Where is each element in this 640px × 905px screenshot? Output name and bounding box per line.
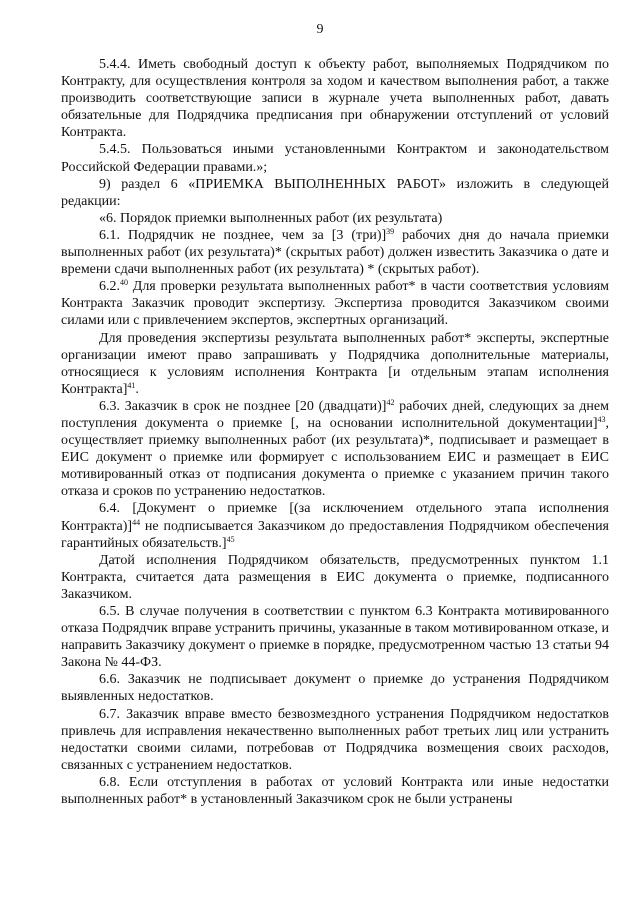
paragraph-text: 5.4.4. Иметь свободный доступ к объекту работ, выполняемых Подрядчиком по Контракту, для осуществления контроля за ходом и качеством выполнения работ, а также производить соответствующие записи в журнале учета выполненных работ, давать обязательные для Подрядчика предписания при обнаружении отступлений от условий Контракта.	[61, 57, 609, 141]
paragraph-text: не подписывается Заказчиком до предоставления Подрядчиком обеспечения гарантийных обязательств.]	[61, 518, 609, 551]
paragraph	[61, 278, 609, 329]
paragraph-text: Для проверки результата выполненных работ* в части соответствия условиям Контракта Заказчик проводит экспертизу. Экспертиза проводится Заказчиком своими силами или с привлечением экспертов, экспертных организаций.	[61, 279, 609, 329]
paragraph-text: 6.7. Заказчик вправе вместо безвозмездного устранения Подрядчиком недостатков привлечь для исправления некачественно выполненных работ третьих лиц или устранить недостатки своими силами, потребовав от Подрядчика возмещения своих расходов, связанных с устранением недостатков.	[61, 706, 609, 773]
paragraph-text: 6.3. Заказчик в срок не позднее [20 (двадцати)]	[99, 398, 387, 414]
document-body	[61, 56, 609, 808]
paragraph-text: 6.5. В случае получения в соответствии с пунктом 6.3 Контракта мотивированного отказа Подрядчик вправе устранить причины, указанные в таком мотивированном отказе, и направить Заказчику документ о приемке в порядке, предусмотренном частью 13 статьи 94 Закона № 44-ФЗ.	[61, 604, 609, 671]
footnote-ref[interactable]: 43	[597, 414, 606, 424]
paragraph	[61, 398, 609, 501]
paragraph	[61, 330, 609, 398]
paragraph-text: рабочих дней, следующих за днем поступления документа о приемке [, на основании исполнительной документации]	[61, 398, 609, 431]
paragraph-text: 6.2.	[99, 279, 120, 295]
paragraph	[61, 706, 609, 774]
paragraph-text: 6.6. Заказчик не подписывает документ о приемке до устранения Подрядчиком выявленных недостатков.	[61, 672, 609, 705]
paragraph-text: Датой исполнения Подрядчиком обязательств, предусмотренных пунктом 1.1 Контракта, считается дата размещения в ЕИС документа о приемке, подписанного Заказчиком.	[61, 552, 609, 602]
paragraph-text: 5.4.5. Пользоваться иными установленными Контрактом и законодательством Российской Федерации правами.»;	[61, 142, 609, 175]
paragraph	[61, 176, 609, 210]
paragraph	[61, 500, 609, 551]
footnote-ref[interactable]: 44	[132, 517, 141, 527]
paragraph	[61, 210, 609, 227]
paragraph	[61, 141, 609, 175]
paragraph	[61, 774, 609, 808]
paragraph-text: «6. Порядок приемки выполненных работ (их результата)	[99, 210, 443, 226]
paragraph-text: рабочих дня до начала приемки выполненных работ (их результата)* (скрытых работ) должен известить Заказчика о дате и времени сдачи выполненных работ (их результата) * (скрытых работ).	[61, 227, 609, 278]
paragraph	[61, 552, 609, 603]
paragraph-text: 6.8. Если отступления в работах от условий Контракта или иные недостатки выполненных работ* в установленный Заказчиком срок не были устранены	[61, 774, 609, 808]
paragraph-text: 6.4. [Документ о приемке [(за исключением отдельного этапа исполнения Контракта)]	[61, 501, 609, 534]
paragraph-text: 6.1. Подрядчик не позднее, чем за [3 (три)]	[99, 227, 387, 243]
paragraph-text: Для проведения экспертизы результата выполненных работ* эксперты, экспертные организации имеют право запрашивать у Подрядчика дополнительные материалы, относящиеся к условиям исполнения Контракта [и отдельным этапам исполнения Контракта]	[61, 330, 609, 397]
paragraph	[61, 603, 609, 671]
paragraph	[61, 227, 609, 278]
footnote-ref[interactable]: 40	[120, 278, 128, 288]
page-number: 9	[316, 22, 324, 37]
footnote-ref[interactable]: 45	[226, 534, 235, 544]
footnote-ref[interactable]: 42	[386, 397, 395, 407]
paragraph-text: .	[135, 381, 139, 397]
paragraph-text: 9) раздел 6 «ПРИЕМКА ВЫПОЛНЕННЫХ РАБОТ» изложить в следующей редакции:	[61, 176, 609, 209]
paragraph	[61, 671, 609, 705]
paragraph-text: , осуществляет приемку выполненных работ (их результата)*, подписывает и размещает в ЕИС документ о приемке или формирует с использованием ЕИС и размещает в ЕИС мотивированный отказ от подписания документа о приемке с указанием причин такого отказа и сроков по устранению недостатков.	[61, 415, 609, 500]
footnote-ref[interactable]: 39	[386, 226, 395, 236]
footnote-ref[interactable]: 41	[127, 380, 136, 390]
paragraph	[61, 56, 609, 141]
